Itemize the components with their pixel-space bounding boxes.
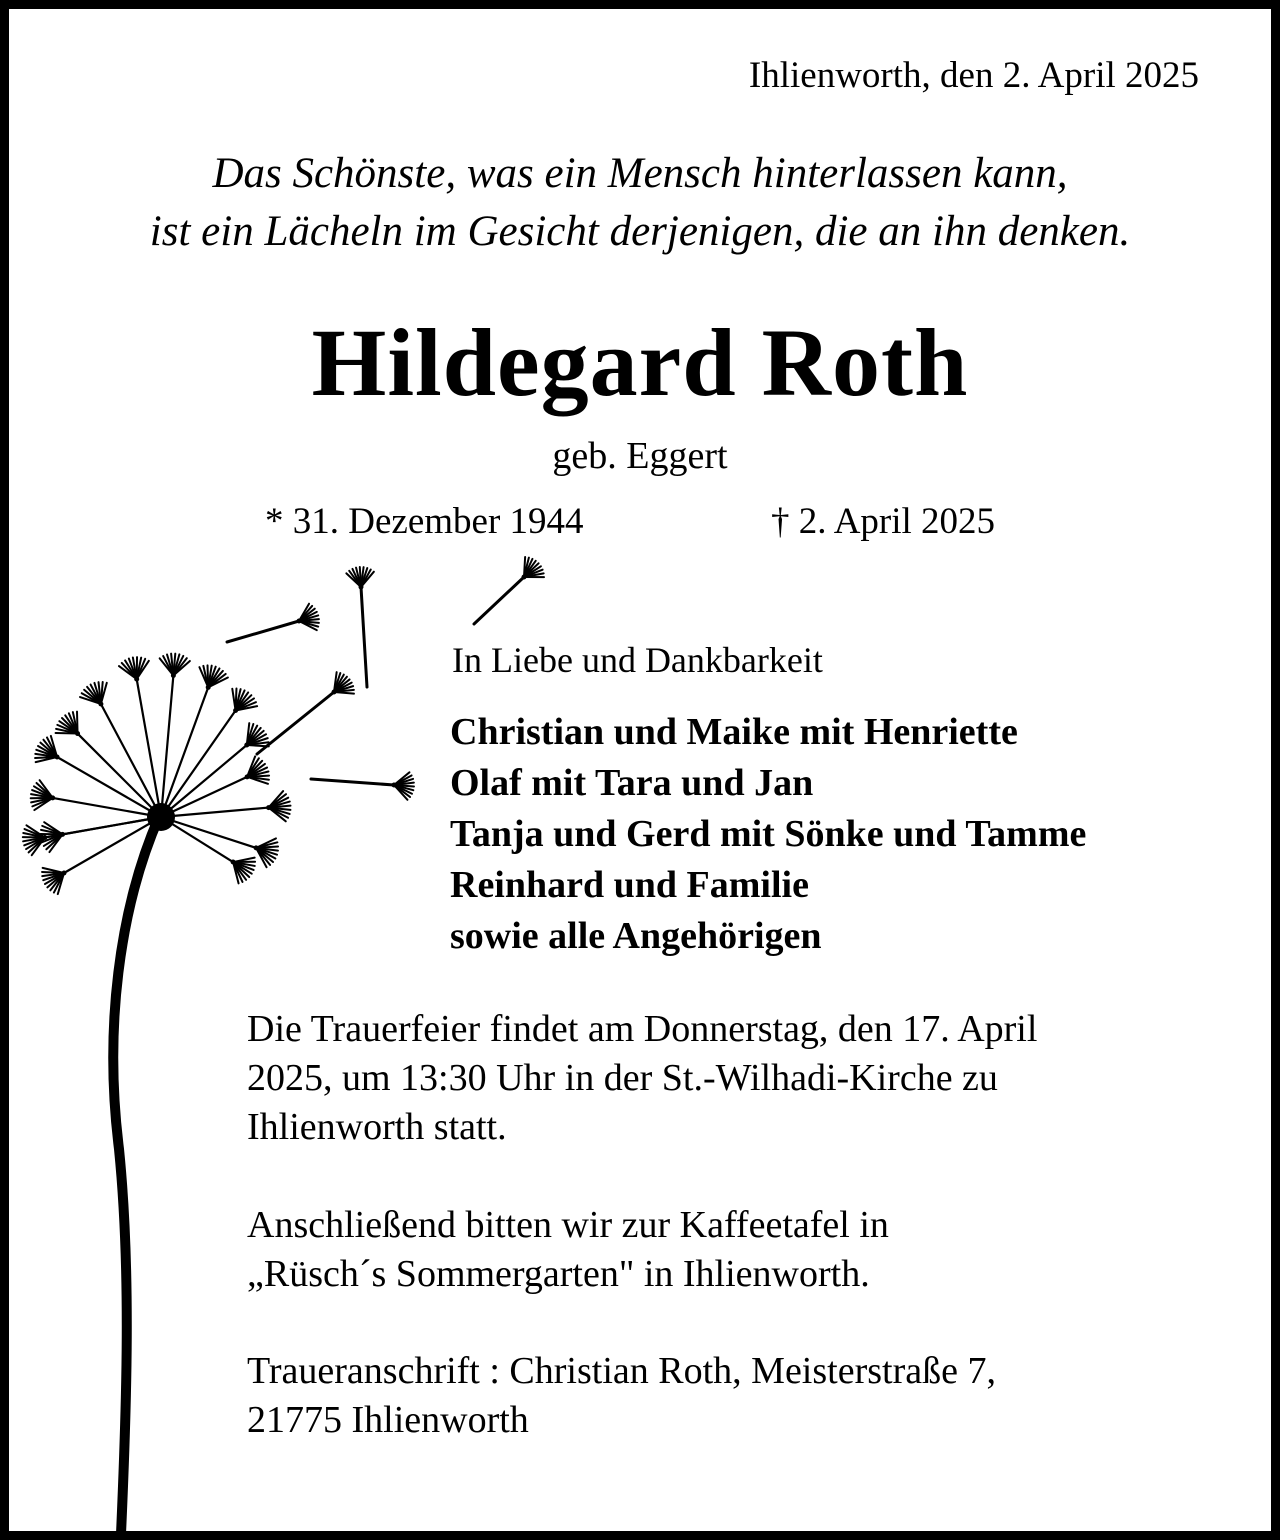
mourner-line: Olaf mit Tara und Jan bbox=[450, 762, 814, 804]
funeral-service-info bbox=[247, 1005, 1037, 1152]
condolence-address bbox=[247, 1347, 996, 1445]
deceased-name: Hildegard Roth bbox=[311, 309, 969, 416]
service-line: Die Trauerfeier findet am Donnerstag, den 17. April bbox=[247, 1008, 1038, 1050]
memorial-quote bbox=[9, 145, 1271, 261]
mourners-list bbox=[450, 707, 1086, 962]
address-line: 21775 Ihlienworth bbox=[247, 1399, 529, 1441]
birth-date: * 31. Dezember 1944 bbox=[265, 501, 584, 542]
mourner-line: sowie alle Angehörigen bbox=[450, 915, 822, 957]
mourner-line: Tanja und Gerd mit Sönke und Tamme bbox=[450, 813, 1087, 855]
birth-name: geb. Eggert bbox=[552, 435, 728, 477]
coffee-reception-info bbox=[247, 1201, 889, 1299]
address-line: Traueranschrift : Christian Roth, Meisterstraße 7, bbox=[247, 1350, 996, 1392]
thanks-line: In Liebe und Dankbarkeit bbox=[452, 640, 823, 680]
coffee-line: Anschließend bitten wir zur Kaffeetafel in bbox=[247, 1204, 889, 1246]
service-line: 2025, um 13:30 Uhr in der St.-Wilhadi-Kirche zu bbox=[247, 1057, 998, 1099]
quote-line-2: ist ein Lächeln im Gesicht derjenigen, die an ihn denken. bbox=[149, 208, 1131, 255]
coffee-line: „Rüsch´s Sommergarten" in Ihlienworth. bbox=[247, 1253, 870, 1295]
mourner-line: Christian und Maike mit Henriette bbox=[450, 711, 1018, 753]
place-date: Ihlienworth, den 2. April 2025 bbox=[748, 55, 1199, 96]
quote-line-1: Das Schönste, was ein Mensch hinterlassen kann, bbox=[212, 150, 1068, 197]
death-date: † 2. April 2025 bbox=[771, 501, 996, 542]
mourner-line: Reinhard und Familie bbox=[450, 864, 809, 906]
service-line: Ihlienworth statt. bbox=[247, 1106, 507, 1148]
